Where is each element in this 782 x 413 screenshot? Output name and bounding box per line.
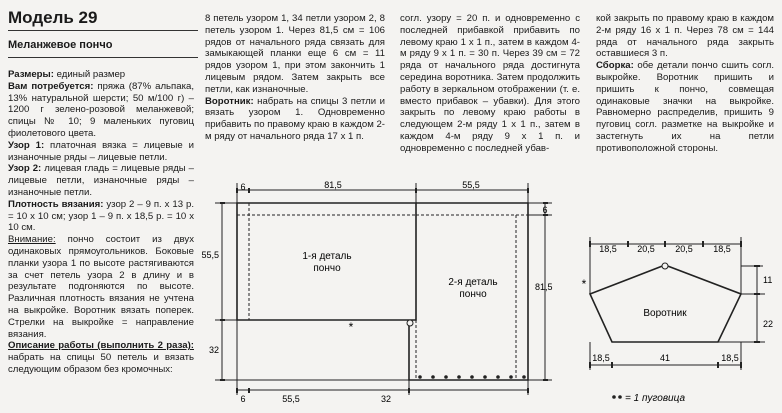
pattern1-text: платочная вязка = лицевые и изнаночные ряды – лицевые петли.	[8, 139, 195, 163]
note-text: пончо состоит из двух одинаковых прямоугольников. Боковые планки узора 1 по высоте растягиваются за счет петель узора 2 в длину и в результате подгоняются по высоте. Различная плотность вязания не учтена на выкройке. Воротник вязать поперек. Стрелки на выкройке = направление вязания.	[8, 234, 194, 340]
piece1-label-line1: 1-я деталь	[302, 251, 352, 262]
pattern2-label: Узор 2:	[8, 163, 42, 175]
materials-text: пряжа (87% альпака, 13% натуральной шерсти; 50 м/100 г) – 1200 г зелено-розовой меланжевой; спицы № 10; 9 маленьких пуговиц фиолетового цвета.	[8, 80, 194, 139]
dim-label-top-81-5: 81,5	[324, 180, 342, 190]
collar-dim-top-1: 18,5	[599, 244, 617, 254]
col2-text: 8 петель узором 1, 34 петли узором 2, 8 петель узором 1. Через 81,5 см = 106 рядов от начального ряда связать для замыкающей планки еще 6 см = 11 рядов узором 1, при этом закончить 1 лицевым рядом. Затем закрыть все петли, как изнаночные.	[205, 13, 385, 95]
gauge-label: Плотность вязания:	[8, 198, 104, 210]
assembly-label: Сборка:	[596, 60, 634, 72]
piece2-label-line2: пончо	[459, 289, 487, 300]
col3-text: согл. узору = 20 п. и одновременно с последней прибавкой прибавить по левому краю 1 х 1 п., затем в каждом 4-м ряду 9 х 1 п. = 30 п. Через 39 см = 72 ряда от начального ряда достигнута середина воротника. Затем продолжить работу в зеркальном отображении (т. е. вместо прибавок – убавки). Для этого закрыть по левому краю работы в следующем 2-м ряду 1 х 1 п., затем в каждом 4-м ряду 9 х 1 п. и одновременно с последней убав-	[400, 13, 580, 154]
dim-label-left-55-5: 55,5	[201, 250, 219, 260]
note-label: Внимание:	[8, 234, 56, 246]
pattern1-label: Узор 1:	[8, 139, 45, 151]
collar-text: набрать на спицы 3 петли и вязать узором 1. Одновременно прибавить по правому краю в каждом 2-м ряду от начального ряда 17 х 1 п.	[205, 95, 385, 142]
piece1-label-line2: пончо	[313, 263, 341, 274]
gauge-text: узор 2 – 9 п. х 13 р. = 10 х 10 см; узор 1 – 9 п. х 18,5 р. = 10 х 10 см.	[8, 198, 194, 234]
button-markers	[418, 375, 526, 379]
work-label: Описание работы (выполнить 2 раза):	[8, 340, 194, 352]
collar-dim-top-2: 20,5	[637, 244, 655, 254]
pattern2-text: лицевая гладь = лицевые ряды – лицевые петли, изнаночные ряды – изнаночные петли.	[8, 163, 194, 198]
star-marker: *	[348, 320, 354, 334]
collar-circle-marker	[662, 263, 668, 269]
dim-label-right-81-5: 81,5	[535, 282, 553, 292]
dim-label-left-32: 32	[208, 345, 219, 355]
collar-label: Воротник:	[205, 95, 254, 107]
collar-dim-top-4: 18,5	[713, 244, 731, 254]
model-title: Модель 29	[8, 8, 98, 27]
collar-label: Воротник	[643, 308, 687, 319]
collar-schematic	[575, 230, 782, 413]
dim-label-bottom-55-5: 55,5	[282, 394, 300, 404]
materials-label: Вам потребуется:	[8, 80, 94, 92]
collar-outline	[590, 265, 741, 342]
collar-star-marker: *	[581, 277, 587, 291]
sizes-label: Размеры:	[8, 69, 54, 80]
collar-dim-right-11: 11	[763, 275, 773, 285]
dim-label-bottom-32: 32	[380, 394, 392, 404]
assembly-text: обе детали пончо сшить согл. выкройке. Воротник пришить и пришить к пончо, совмещая одинаковые значки на выкройке. Равномерно распределив, пришить 9 пуговиц согл. разметке на выкройке и застегнуть их на петли противоположной стороны.	[596, 60, 774, 154]
dim-label-bottom-6: 6	[240, 394, 246, 404]
piece2-label-line1: 2-я деталь	[448, 277, 498, 288]
collar-dim-top-3: 20,5	[675, 244, 693, 254]
dim-label-right-6: 6	[542, 205, 548, 215]
legend-text: = 1 пуговица	[625, 393, 686, 404]
collar-dim-bottom-1: 18,5	[592, 353, 610, 363]
collar-dim-right-22: 22	[763, 319, 774, 329]
work-text: набрать на спицы 50 петель и вязать следующим образом без кромочных:	[8, 352, 194, 375]
dim-label-top-55-5: 55,5	[462, 180, 480, 190]
circle-marker	[407, 320, 413, 326]
sizes-text: единый размер	[53, 69, 126, 80]
collar-dim-bottom-3: 18,5	[721, 353, 739, 363]
model-subtitle: Меланжевое пончо	[8, 39, 113, 51]
collar-dim-bottom-2: 41	[659, 353, 671, 363]
dim-label-top-6: 6	[240, 182, 246, 192]
col4-text: кой закрыть по правому краю в каждом 2-м ряду 16 х 1 п. Через 78 см = 144 ряда от начального ряда закрыть оставшиеся 3 п.	[596, 13, 774, 60]
legend-button-icon	[612, 395, 616, 399]
